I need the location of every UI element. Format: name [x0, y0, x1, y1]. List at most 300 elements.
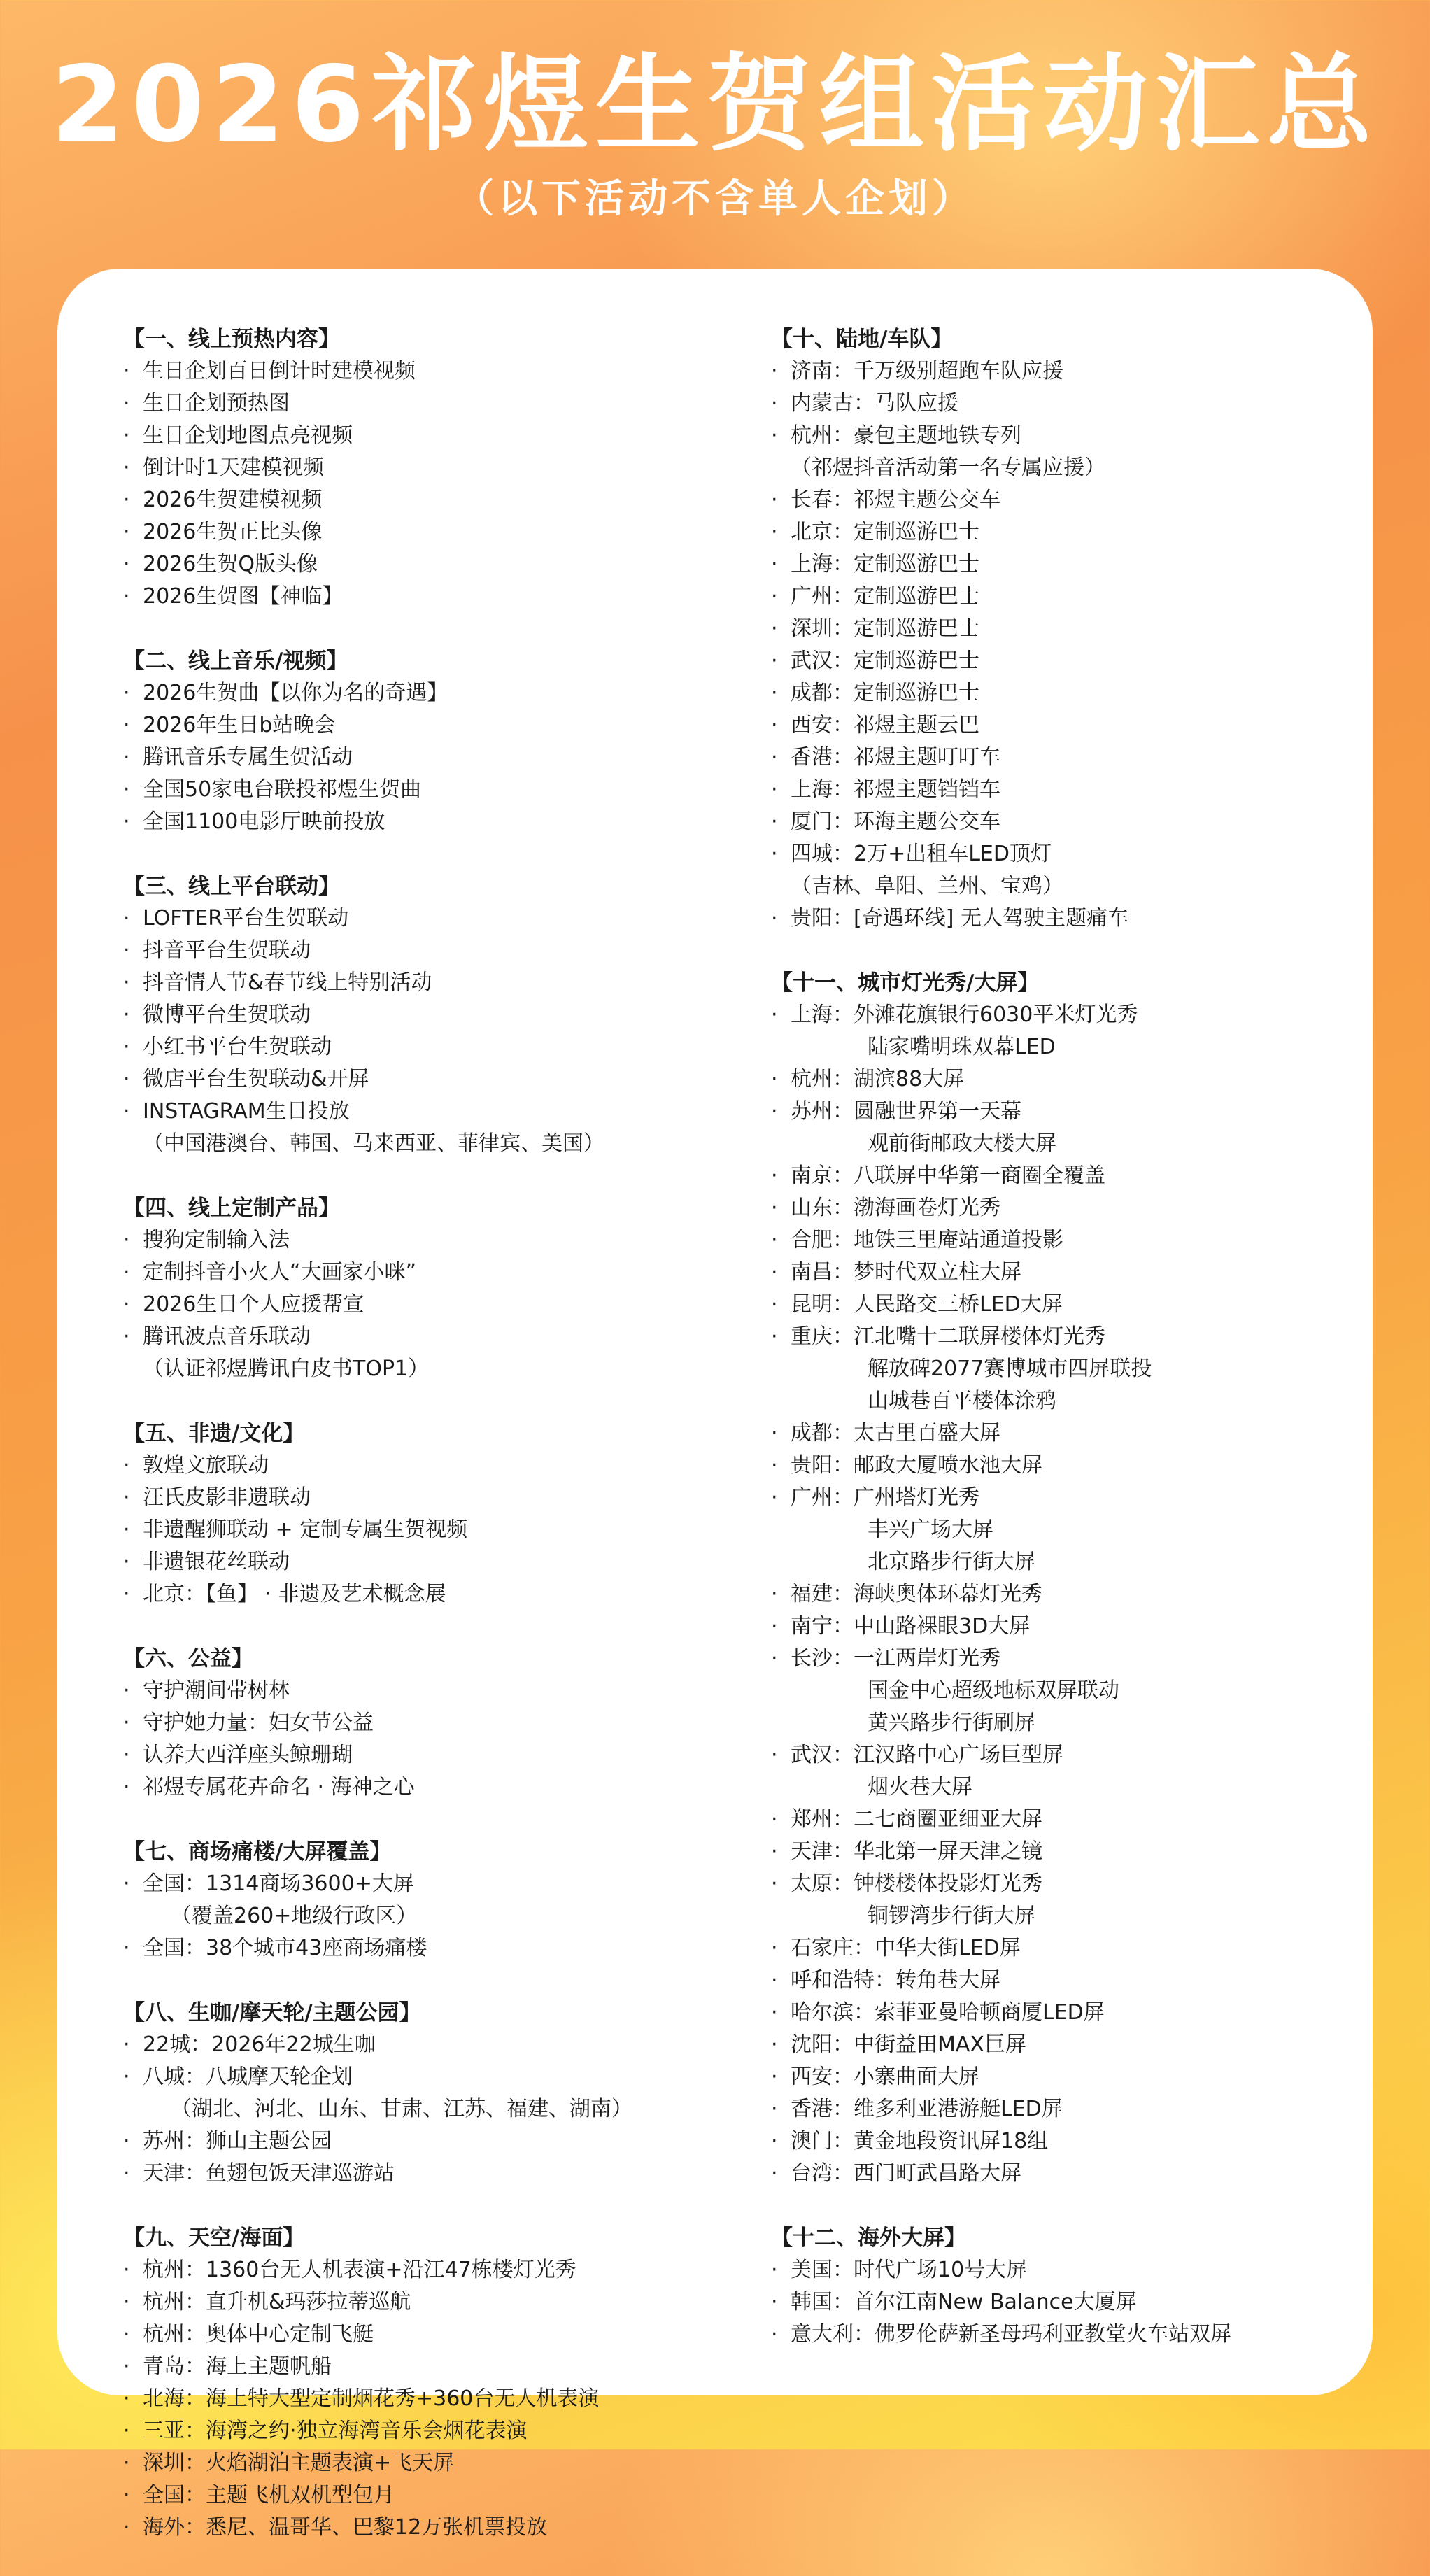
item-text: INSTAGRAM生日投放 [143, 1099, 350, 1124]
bullet-mark: · [123, 681, 130, 705]
activity-item [771, 388, 1373, 420]
activity-item: （中国港澳台、韩国、马来西亚、菲律宾、美国） [143, 1131, 604, 1156]
activity-section [123, 323, 795, 613]
activity-item [123, 2125, 795, 2158]
bullet-mark: · [771, 616, 778, 641]
item-text: 三亚：海湾之约·独立海湾音乐会烟花表演 [143, 2419, 528, 2443]
activity-item [771, 709, 1373, 742]
section-title: 【六、公益】 [123, 1646, 253, 1671]
bullet-mark: · [123, 2290, 130, 2314]
bullet-mark: · [771, 1839, 778, 1864]
item-text: 香港：祁煜主题叮叮车 [791, 745, 1000, 770]
bullet-mark: · [123, 1067, 130, 1091]
activity-item [771, 1868, 1373, 1900]
activity-item [123, 1707, 795, 1739]
bullet-mark: · [123, 1711, 130, 1735]
item-text: 美国：时代广场10号大屏 [791, 2258, 1028, 2282]
activity-item [123, 1096, 795, 1128]
activity-section [123, 1192, 795, 1385]
activity-item [771, 806, 1373, 838]
section-title: 【一、线上预热内容】 [123, 327, 340, 352]
content-card [57, 269, 1373, 2540]
item-text: 上海：祁煜主题铛铛车 [791, 777, 1000, 802]
activity-item [123, 2254, 795, 2286]
bullet-mark: · [771, 713, 778, 737]
section-title: 【十二、海外大屏】 [771, 2225, 966, 2251]
bullet-mark: · [771, 1196, 778, 1220]
activity-item: （认证祁煜腾讯白皮书TOP1） [143, 1357, 430, 1381]
item-text: 广州：广州塔灯光秀 [791, 1485, 979, 1510]
activity-item [771, 549, 1373, 581]
activity-item [771, 903, 1373, 935]
item-text: 微店平台生贺联动&开屏 [143, 1067, 369, 1091]
item-text: 福建：海峡奥体环幕灯光秀 [791, 1582, 1042, 1606]
bullet-mark: · [123, 2354, 130, 2379]
bullet-mark: · [771, 1968, 778, 1993]
item-text: 抖音平台生贺联动 [143, 938, 311, 963]
activity-item [771, 1096, 1373, 1128]
activity-item [771, 742, 1373, 774]
section-title: 【四、线上定制产品】 [123, 1196, 340, 1221]
activity-item [123, 1739, 795, 1771]
bullet-mark: · [771, 359, 778, 383]
item-text: 2026生贺曲【以你为名的奇遇】 [143, 681, 448, 705]
bullet-mark: · [771, 1807, 778, 1832]
bullet-mark: · [771, 1324, 778, 1349]
bullet-mark: · [771, 681, 778, 705]
item-text: 台湾：西门町武昌路大屏 [791, 2161, 1021, 2186]
activity-item [771, 2093, 1373, 2125]
item-text: 全国50家电台联投祁煜生贺曲 [143, 777, 422, 802]
bullet-mark: · [123, 2032, 130, 2057]
activity-item [771, 1932, 1373, 1965]
bullet-mark: · [123, 2451, 130, 2475]
activity-item [123, 1546, 795, 1578]
bullet-mark: · [123, 1292, 130, 1317]
item-text: 深圳：火焰湖泊主题表演+飞天屏 [143, 2451, 455, 2475]
bullet-mark: · [771, 520, 778, 544]
bullet-mark: · [123, 1775, 130, 1799]
bullet-mark: · [123, 970, 130, 995]
item-text: 上海：定制巡游巴士 [791, 552, 979, 576]
activity-item [123, 355, 795, 388]
activity-item: 陆家嘴明珠双幕LED [868, 1035, 1056, 1059]
activity-item [123, 2351, 795, 2383]
bullet-mark: · [123, 552, 130, 576]
item-text: 四城：2万+出租车LED顶灯 [791, 842, 1052, 866]
bullet-mark: · [771, 809, 778, 834]
activity-item [123, 2286, 795, 2319]
left-column [123, 323, 795, 2576]
activity-item: （覆盖260+地级行政区） [171, 1904, 418, 1928]
bullet-mark: · [123, 2419, 130, 2443]
bullet-mark: · [771, 2129, 778, 2153]
activity-item [771, 1997, 1373, 2029]
activity-item [771, 1965, 1373, 1997]
activity-item [771, 645, 1373, 677]
bullet-mark: · [123, 1678, 130, 1703]
bullet-mark: · [771, 649, 778, 673]
activity-section [123, 1417, 795, 1611]
activity-item [771, 774, 1373, 806]
activity-item [771, 2061, 1373, 2093]
activity-item [123, 1868, 795, 1900]
activity-item: 黄兴路步行街刷屏 [868, 1711, 1035, 1735]
item-text: 西安：小寨曲面大屏 [791, 2065, 979, 2089]
activity-item [123, 999, 795, 1031]
activity-item [123, 1063, 795, 1096]
activity-item: 山城巷百平楼体涂鸦 [868, 1389, 1056, 1413]
item-text: 南昌：梦时代双立柱大屏 [791, 1260, 1021, 1285]
activity-item [123, 581, 795, 613]
item-text: 广州：定制巡游巴士 [791, 584, 979, 609]
item-text: 济南：千万级别超跑车队应援 [791, 359, 1063, 383]
bullet-mark: · [771, 488, 778, 512]
item-text: 海外：悉尼、温哥华、巴黎12万张机票投放 [143, 2515, 548, 2540]
activity-item [123, 2061, 795, 2093]
right-column [771, 323, 1373, 2383]
activity-item [123, 2383, 795, 2415]
activity-item: 北京路步行街大屏 [868, 1550, 1035, 1574]
activity-section [123, 1643, 795, 1804]
item-text: 北海：海上特大型定制烟花秀+360台无人机表演 [143, 2386, 600, 2411]
item-text: 搜狗定制输入法 [143, 1228, 290, 1252]
bullet-mark: · [771, 391, 778, 416]
activity-item [123, 677, 795, 709]
activity-section [123, 1997, 795, 2190]
item-text: 抖音情人节&春节线上特别活动 [143, 970, 432, 995]
bullet-mark: · [123, 455, 130, 480]
activity-item [771, 2286, 1373, 2319]
item-text: 重庆：江北嘴十二联屏楼体灯光秀 [791, 1324, 1105, 1349]
bullet-mark: · [771, 423, 778, 448]
activity-item [771, 420, 1373, 452]
activity-item [123, 484, 795, 516]
bullet-mark: · [123, 906, 130, 930]
activity-item [123, 709, 795, 742]
activity-item [123, 1514, 795, 1546]
item-text: 合肥：地铁三里庵站通道投影 [791, 1228, 1063, 1252]
activity-section [771, 2222, 1373, 2351]
section-title: 【二、线上音乐/视频】 [123, 649, 348, 674]
item-text: 成都：太古里百盛大屏 [791, 1421, 1000, 1445]
activity-item [123, 1257, 795, 1289]
item-text: 南京：八联屏中华第一商圈全覆盖 [791, 1163, 1105, 1188]
item-text: 非遗银花丝联动 [143, 1550, 290, 1574]
item-text: 西安：祁煜主题云巴 [791, 713, 979, 737]
item-text: 全国：主题飞机双机型包月 [143, 2483, 395, 2507]
bullet-mark: · [123, 777, 130, 802]
item-text: 昆明：人民路交三桥LED大屏 [791, 1292, 1063, 1317]
activity-item [123, 2479, 795, 2512]
activity-item [771, 1804, 1373, 1836]
bullet-mark: · [771, 2032, 778, 2057]
bullet-mark: · [771, 1485, 778, 1510]
bullet-mark: · [771, 1421, 778, 1445]
activity-item [771, 1417, 1373, 1450]
bullet-mark: · [771, 2258, 778, 2282]
bullet-mark: · [771, 1936, 778, 1960]
bullet-mark: · [771, 777, 778, 802]
activity-item [771, 999, 1373, 1031]
item-text: 成都：定制巡游巴士 [791, 681, 979, 705]
item-text: 22城：2026年22城生咖 [143, 2032, 376, 2057]
bullet-mark: · [123, 2129, 130, 2153]
activity-item [123, 2415, 795, 2447]
bullet-mark: · [123, 2322, 130, 2347]
activity-item [771, 1611, 1373, 1643]
activity-item [771, 1643, 1373, 1675]
item-text: 南宁：中山路裸眼3D大屏 [791, 1614, 1031, 1639]
bullet-mark: · [771, 1228, 778, 1252]
bullet-mark: · [771, 1260, 778, 1285]
item-text: 韩国：首尔江南New Balance大厦屏 [791, 2290, 1137, 2314]
activity-item [771, 581, 1373, 613]
activity-item [771, 1450, 1373, 1482]
item-text: 香港：维多利亚港游艇LED屏 [791, 2097, 1063, 2121]
item-text: 定制抖音小火人“大画家小咪” [143, 1260, 417, 1285]
activity-item: 解放碑2077赛博城市四屏联投 [868, 1357, 1152, 1381]
item-text: 长春：祁煜主题公交车 [791, 488, 1000, 512]
bullet-mark: · [771, 1292, 778, 1317]
bullet-mark: · [123, 1453, 130, 1478]
item-text: 全国：1314商场3600+大屏 [143, 1871, 414, 1896]
bullet-mark: · [123, 359, 130, 383]
bullet-mark: · [771, 2322, 778, 2347]
item-text: 上海：外滩花旗银行6030平米灯光秀 [791, 1003, 1138, 1027]
activity-item [123, 1675, 795, 1707]
item-text: 天津：鱼翅包饭天津巡游站 [143, 2161, 395, 2186]
item-text: 北京：【鱼】 · 非遗及艺术概念展 [143, 1582, 446, 1606]
item-text: 贵阳：邮政大厦喷水池大屏 [791, 1453, 1042, 1478]
bullet-mark: · [123, 2515, 130, 2540]
item-text: 祁煜专属花卉命名 · 海神之心 [143, 1775, 415, 1799]
item-text: 武汉：江汉路中心广场巨型屏 [791, 1743, 1063, 1767]
item-text: 腾讯音乐专属生贺活动 [143, 745, 353, 770]
item-text: 北京：定制巡游巴士 [791, 520, 979, 544]
item-text: 内蒙古：马队应援 [791, 391, 958, 416]
item-text: 倒计时1天建模视频 [143, 455, 325, 480]
bullet-mark: · [123, 809, 130, 834]
bullet-mark: · [771, 1614, 778, 1639]
bullet-mark: · [771, 2097, 778, 2121]
item-text: 哈尔滨：索菲亚曼哈顿商厦LED屏 [791, 2000, 1105, 2025]
activity-item [771, 2125, 1373, 2158]
bullet-mark: · [771, 1646, 778, 1671]
activity-item [123, 967, 795, 999]
bullet-mark: · [123, 2161, 130, 2186]
bullet-mark: · [123, 2483, 130, 2507]
item-text: 2026生贺图【神临】 [143, 584, 344, 609]
item-text: 杭州：豪包主题地铁专列 [791, 423, 1021, 448]
activity-item [123, 742, 795, 774]
activity-item: 观前街邮政大楼大屏 [868, 1131, 1056, 1156]
activity-item [123, 2158, 795, 2190]
activity-section [123, 870, 795, 1160]
activity-item [123, 2029, 795, 2061]
bullet-mark: · [123, 1035, 130, 1059]
bullet-mark: · [771, 2161, 778, 2186]
item-text: 太原：钟楼楼体投影灯光秀 [791, 1871, 1042, 1896]
bullet-mark: · [123, 1871, 130, 1896]
activity-item [771, 838, 1373, 870]
bullet-mark: · [771, 1163, 778, 1188]
bullet-mark: · [123, 2386, 130, 2411]
bullet-mark: · [123, 2065, 130, 2089]
activity-item [771, 1224, 1373, 1257]
bullet-mark: · [123, 584, 130, 609]
item-text: 全国1100电影厅映前投放 [143, 809, 385, 834]
activity-item [123, 1289, 795, 1321]
activity-item [123, 903, 795, 935]
item-text: 苏州：狮山主题公园 [143, 2129, 332, 2153]
bullet-mark: · [123, 423, 130, 448]
item-text: 天津：华北第一屏天津之镜 [791, 1839, 1042, 1864]
item-text: 小红书平台生贺联动 [143, 1035, 332, 1059]
item-text: 郑州：二七商圈亚细亚大屏 [791, 1807, 1042, 1832]
section-title: 【五、非遗/文化】 [123, 1421, 305, 1446]
activity-item [123, 1031, 795, 1063]
activity-item [123, 2447, 795, 2479]
activity-item [771, 1739, 1373, 1771]
activity-item [771, 1836, 1373, 1868]
activity-section [123, 645, 795, 838]
activity-item [123, 2319, 795, 2351]
activity-item [123, 516, 795, 549]
activity-item [771, 484, 1373, 516]
item-text: 认养大西洋座头鲸珊瑚 [143, 1743, 353, 1767]
bullet-mark: · [771, 1453, 778, 1478]
activity-item [771, 355, 1373, 388]
activity-item: （祁煜抖音活动第一名专属应援） [791, 455, 1105, 480]
activity-section [123, 2222, 795, 2544]
item-text: 2026生日个人应援帮宣 [143, 1292, 364, 1317]
activity-item [771, 1257, 1373, 1289]
activity-item [771, 1321, 1373, 1353]
section-title: 【十一、城市灯光秀/大屏】 [771, 970, 1040, 996]
activity-item [771, 1063, 1373, 1096]
activity-item [771, 2158, 1373, 2190]
item-text: 山东：渤海画卷灯光秀 [791, 1196, 1000, 1220]
item-text: 微博平台生贺联动 [143, 1003, 311, 1027]
activity-item: 国金中心超级地标双屏联动 [868, 1678, 1119, 1703]
bullet-mark: · [771, 2065, 778, 2089]
item-text: 呼和浩特：转角巷大屏 [791, 1968, 1000, 1993]
item-text: 苏州：圆融世界第一天幕 [791, 1099, 1021, 1124]
activity-item [123, 2512, 795, 2544]
item-text: 青岛：海上主题帆船 [143, 2354, 332, 2379]
activity-item: 铜锣湾步行街大屏 [868, 1904, 1035, 1928]
item-text: 杭州：奥体中心定制飞艇 [143, 2322, 374, 2347]
bullet-mark: · [123, 1485, 130, 1510]
bullet-mark: · [771, 1582, 778, 1606]
item-text: 武汉：定制巡游巴士 [791, 649, 979, 673]
bullet-mark: · [771, 2000, 778, 2025]
item-text: 全国：38个城市43座商场痛楼 [143, 1936, 427, 1960]
activity-item [123, 1771, 795, 1804]
section-title: 【十、陆地/车队】 [771, 327, 953, 352]
activity-item [123, 1224, 795, 1257]
activity-item [771, 677, 1373, 709]
bullet-mark: · [771, 1067, 778, 1091]
bullet-mark: · [123, 1517, 130, 1542]
activity-item [771, 1289, 1373, 1321]
item-text: 杭州：1360台无人机表演+沿江47栋楼灯光秀 [143, 2258, 576, 2282]
item-text: 深圳：定制巡游巴士 [791, 616, 979, 641]
section-title: 【三、线上平台联动】 [123, 874, 340, 899]
activity-item [123, 1482, 795, 1514]
bullet-mark: · [123, 1582, 130, 1606]
item-text: 八城：八城摩天轮企划 [143, 2065, 353, 2089]
bullet-mark: · [123, 488, 130, 512]
activity-item [123, 549, 795, 581]
item-text: 厦门：环海主题公交车 [791, 809, 1000, 834]
bullet-mark: · [123, 713, 130, 737]
activity-item [123, 935, 795, 967]
item-text: 非遗醒狮联动 + 定制专属生贺视频 [143, 1517, 468, 1542]
bullet-mark: · [771, 584, 778, 609]
activity-item: 丰兴广场大屏 [868, 1517, 993, 1542]
item-text: 守护潮间带树林 [143, 1678, 290, 1703]
activity-item [123, 1578, 795, 1611]
section-title: 【九、天空/海面】 [123, 2225, 305, 2251]
bullet-mark: · [771, 906, 778, 930]
item-text: 敦煌文旅联动 [143, 1453, 269, 1478]
page-title: 2026祁煜生贺组活动汇总 [51, 44, 1379, 166]
activity-item: 烟火巷大屏 [868, 1775, 972, 1799]
bullet-mark: · [123, 2258, 130, 2282]
activity-item [771, 1192, 1373, 1224]
bullet-mark: · [123, 938, 130, 963]
activity-item [771, 1482, 1373, 1514]
item-text: LOFTER平台生贺联动 [143, 906, 349, 930]
item-text: 守护她力量：妇女节公益 [143, 1711, 374, 1735]
item-text: 长沙：一江两岸灯光秀 [791, 1646, 1000, 1671]
item-text: 石家庄：中华大街LED屏 [791, 1936, 1021, 1960]
activity-item [771, 1578, 1373, 1611]
activity-item [771, 2029, 1373, 2061]
item-text: 2026生贺建模视频 [143, 488, 323, 512]
activity-item: （吉林、阜阳、兰州、宝鸡） [791, 874, 1063, 898]
bullet-mark: · [771, 1099, 778, 1124]
activity-item [123, 452, 795, 484]
activity-section [771, 323, 1373, 935]
activity-item [771, 2254, 1373, 2286]
item-text: 2026年生日b站晚会 [143, 713, 336, 737]
activity-section [123, 1836, 795, 1965]
item-text: 腾讯波点音乐联动 [143, 1324, 311, 1349]
bullet-mark: · [123, 1003, 130, 1027]
activity-item [123, 1932, 795, 1965]
activity-section [771, 967, 1373, 2190]
page-subtitle: （以下活动不含单人企划） [455, 176, 975, 222]
activity-item [123, 420, 795, 452]
bullet-mark: · [771, 1003, 778, 1027]
item-text: 生日企划预热图 [143, 391, 290, 416]
item-text: 贵阳：[奇遇环线] 无人驾驶主题痛车 [791, 906, 1128, 930]
bullet-mark: · [771, 552, 778, 576]
activity-item [123, 388, 795, 420]
bullet-mark: · [123, 1324, 130, 1349]
bullet-mark: · [123, 745, 130, 770]
bullet-mark: · [123, 1260, 130, 1285]
bullet-mark: · [123, 520, 130, 544]
bullet-mark: · [123, 1550, 130, 1574]
item-text: 杭州：直升机&玛莎拉蒂巡航 [143, 2290, 411, 2314]
bullet-mark: · [123, 1936, 130, 1960]
activity-item [771, 613, 1373, 645]
item-text: 意大利：佛罗伦萨新圣母玛利亚教堂火车站双屏 [791, 2322, 1231, 2347]
